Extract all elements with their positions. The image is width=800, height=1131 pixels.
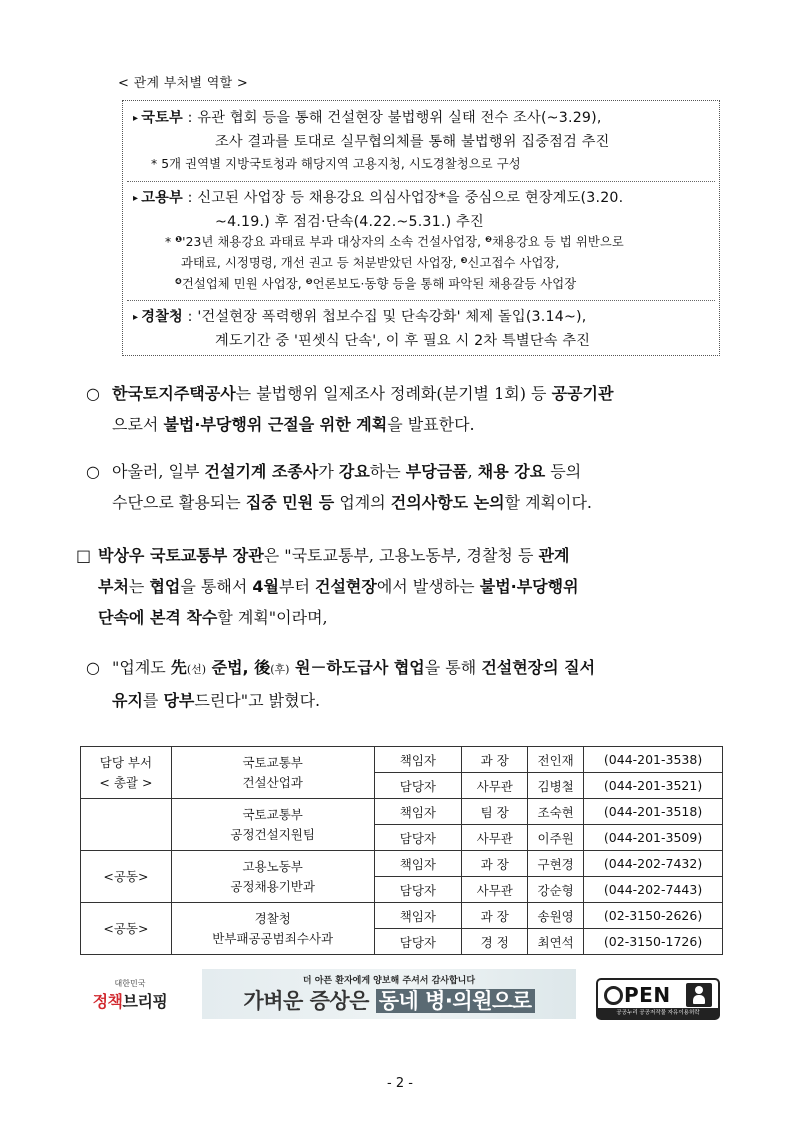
paragraph-machinery: ○ 아울러, 일부 건설기계 조종사가 강요하는 부당금품, 채용 강요 등의 수단으로 활용되는 집중 민원 등 업계의 건의사항도 논의할 계획이다.: [86, 456, 592, 518]
paragraph-quote: ○ "업계도 先(선) 준법, 後(후) 원－하도급사 협업을 통해 건설현장의 질서 유지를 당부드린다"고 밝혔다.: [86, 652, 595, 716]
page-number: - 2 -: [387, 1076, 413, 1091]
triangle-bullet-icon: ▸: [133, 193, 139, 204]
role-police: ▸ 경찰청 : '건설현장 폭력행위 첩보수집 및 단속강화' 체제 돌입(3.14~), 계도기간 중 '핀셋식 단속', 이 후 필요 시 2차 특별단속 추진: [133, 309, 591, 349]
group-label: 담당 부서 < 총괄 >: [81, 747, 172, 799]
divider: [127, 300, 715, 301]
square-bullet-icon: □: [76, 546, 92, 565]
open-license-logo: PEN 공공누리 공공저작물 자유이용허락: [596, 978, 720, 1020]
table-row: <공동> 고용노동부 공정채용기반과 책임자 과 장 구현경 (044-202-7432): [81, 851, 723, 877]
department-cell: 고용노동부 공정채용기반과: [171, 851, 374, 903]
role-moel-note-line2: 과태료, 시정명령, 개선 권고 등 처분받았던 사업장, $^❸$신고접수 사업장,: [181, 256, 560, 270]
person-icon: [686, 983, 712, 1007]
role-molit: ▸ 국토부 : 유관 협회 등을 통해 건설현장 불법행위 실태 전수 조사(~3.29), 조사 결과를 토대로 실무협의체를 통해 불법행위 집중점검 추진: [133, 110, 610, 150]
circle-bullet-icon: ○: [86, 384, 100, 403]
contact-table: [80, 746, 723, 955]
open-circle-icon: [604, 986, 623, 1005]
role-molit-note: * 5개 권역별 지방국토청과 해당지역 고용지청, 시도경찰청으로 구성: [151, 157, 521, 171]
section-title: < 관계 부처별 역할 >: [118, 76, 249, 91]
triangle-bullet-icon: ▸: [133, 113, 139, 124]
department-cell: 국토교통부 공정건설지원팀: [171, 799, 374, 851]
department-cell: 국토교통부 건설산업과: [171, 747, 374, 799]
table-row: <공동> 경찰청 반부패공공범죄수사과 책임자 과 장 송원영 (02-3150-2626): [81, 903, 723, 929]
role-moel: ▸ 고용부 : 신고된 사업장 등 채용강요 의심사업장*을 중심으로 현장계도(3.20. ~4.19.) 후 점검·단속(4.22.~5.31.) 추진: [133, 190, 624, 230]
triangle-bullet-icon: ▸: [133, 312, 139, 323]
campaign-banner[interactable]: 더 아픈 환자에게 양보해 주셔서 감사합니다 가벼운 증상은 동네 병·의원으로: [202, 969, 576, 1019]
agency-roles-box: [122, 100, 720, 356]
paragraph-lh: ○ 한국토지주택공사는 불법행위 일제조사 정례화(분기별 1회) 등 공공기관 으로서 불법·부당행위 근절을 위한 계획을 발표한다.: [86, 378, 613, 440]
group-label: <공동>: [81, 851, 172, 903]
group-label: <공동>: [81, 903, 172, 955]
policy-briefing-logo: 대한민국 정책브리핑: [92, 979, 168, 1011]
role-moel-note-line3: $^❹$건설업체 민원 사업장, $^❺$언론보도·동향 등을 통해 파악된 채용갈등 사업장: [175, 277, 577, 291]
table-row: 담당 부서 < 총괄 > 국토교통부 건설산업과 책임자 과 장 전인재 (044-201-3538): [81, 747, 723, 773]
circle-bullet-icon: ○: [86, 658, 100, 677]
role-moel-note-line1: * $^❶$'23년 채용강요 과태료 부과 대상자의 소속 건설사업장, $^❷$채용강요 등 법 위반으로: [165, 235, 624, 249]
table-row: 담당자 사무관 이주원 (044-201-3509): [81, 825, 723, 851]
circle-bullet-icon: ○: [86, 462, 100, 481]
table-row: 담당자 사무관 김병철 (044-201-3521): [81, 773, 723, 799]
table-row: 국토교통부 공정건설지원팀 책임자 팀 장 조숙현 (044-201-3518): [81, 799, 723, 825]
department-cell: 경찰청 반부패공공범죄수사과: [171, 903, 374, 955]
group-label: [81, 799, 172, 851]
table-row: 담당자 경 정 최연석 (02-3150-1726): [81, 929, 723, 955]
divider: [127, 181, 715, 182]
paragraph-minister: □ 박상우 국토교통부 장관은 "국토교통부, 고용노동부, 경찰청 등 관계 부처는 협업을 통해서 4월부터 건설현장에서 발생하는 불법·부당행위 단속에 본격 착수할 계획"이라며,: [76, 540, 579, 633]
table-row: 담당자 사무관 강순형 (044-202-7443): [81, 877, 723, 903]
